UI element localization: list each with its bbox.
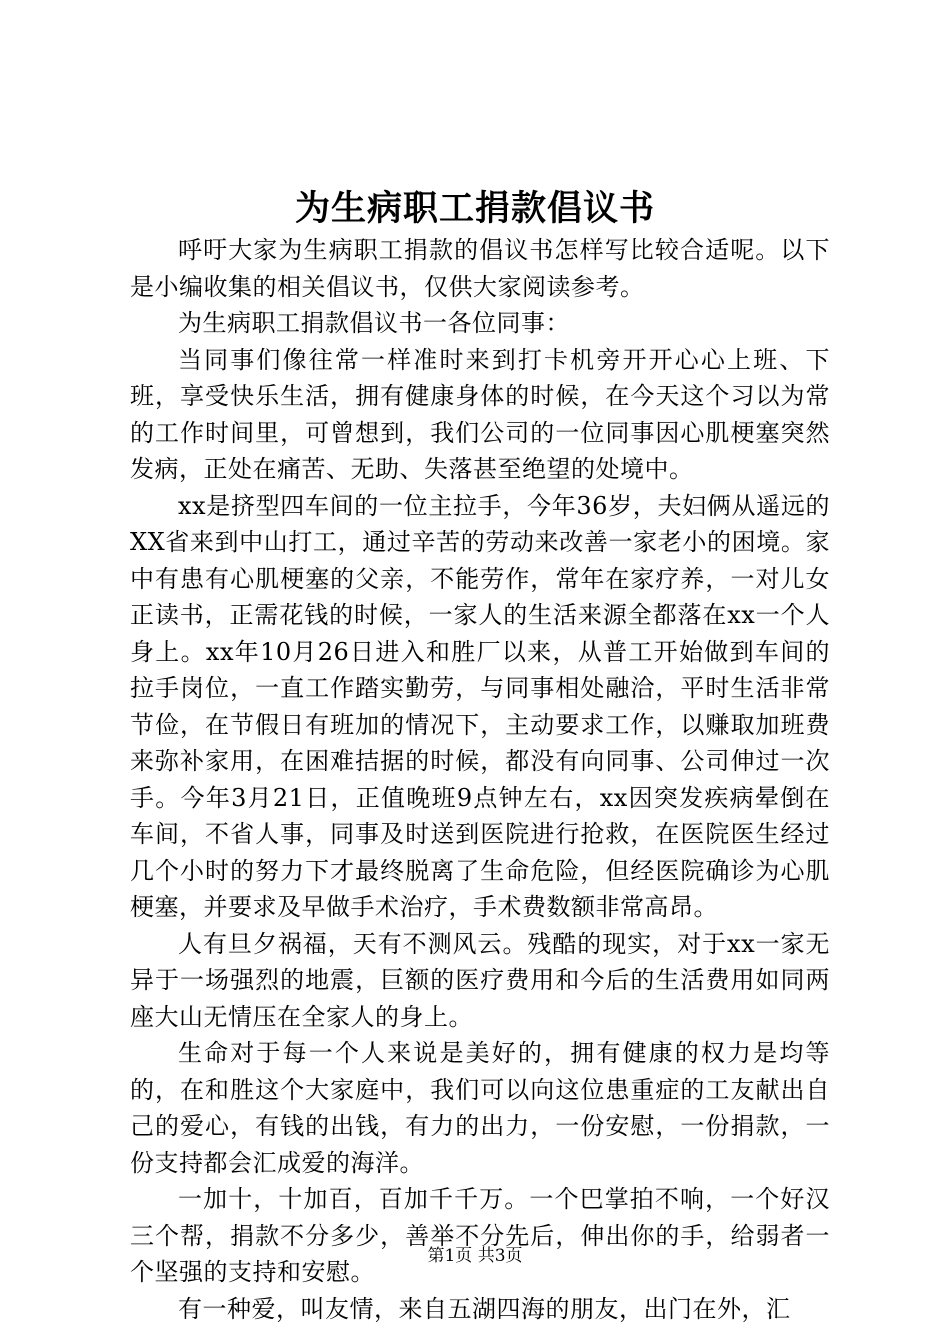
paragraph-misfortune: 人有旦夕祸福，天有不测风云。残酷的现实，对于xx一家无异于一场强烈的地震，巨额的医疗费用和今后的生活费用如同两座大山无情压在全家人的身上。: [130, 929, 830, 1031]
paragraph-background: xx是挤型四车间的一位主拉手，今年36岁，夫妇俩从遥远的XX省来到中山打工，通过辛苦的劳动来改善一家老小的困境。家中有患有心肌梗塞的父亲，不能劳作，常年在家疗养，一对儿女正读书，正需花钱的时候，一家人的生活来源全都落在xx一个人身上。xx年10月26日进入和胜厂以来，从普工开始做到车间的拉手岗位，一直工作踏实勤劳，与同事相处融洽，平时生活非常节俭，在节假日有班加的情况下，主动要求工作，以赚取加班费来弥补家用，在困难拮据的时候，都没有向同事、公司伸过一次手。今年3月21日，正值晚班9点钟左右，xx因突发疾病晕倒在车间，不省人事，同事及时送到医院进行抢救，在医院医生经过几个小时的努力下才最终脱离了生命危险，但经医院确诊为心肌梗塞，并要求及早做手术治疗，手术费数额非常高昂。: [130, 491, 830, 921]
paragraph-intro: 呼吁大家为生病职工捐款的倡议书怎样写比较合适呢。以下是小编收集的相关倡议书，仅供大家阅读参考。: [130, 236, 830, 301]
paragraph-situation: 当同事们像往常一样准时来到打卡机旁开开心心上班、下班，享受快乐生活，拥有健康身体的时候，在今天这个习以为常的工作时间里，可曾想到，我们公司的一位同事因心肌梗塞突然发病，正处在痛苦、无助、失落甚至绝望的处境中。: [130, 345, 830, 483]
paragraph-appeal: 生命对于每一个人来说是美好的，拥有健康的权力是均等的，在和胜这个大家庭中，我们可以向这位患重症的工友献出自己的爱心，有钱的出钱，有力的出力，一份安慰，一份捐款，一份支持都会汇成爱的海洋。: [130, 1039, 830, 1177]
paragraph-unity: 一加十，十加百，百加千千万。一个巴掌拍不响，一个好汉三个帮，捐款不分多少，善举不分先后，伸出你的手，给弱者一个坚强的支持和安慰。: [130, 1185, 830, 1286]
document-body: [130, 232, 830, 1327]
paragraph-salutation: 为生病职工捐款倡议书一各位同事：: [178, 309, 570, 337]
paragraph-friendship: 有一种爱，叫友情，来自五湖四海的朋友，出门在外，汇: [178, 1294, 791, 1323]
page-number-footer: 第1页 共3页: [427, 1246, 523, 1266]
document-title: 为生病职工捐款倡议书: [294, 188, 655, 229]
